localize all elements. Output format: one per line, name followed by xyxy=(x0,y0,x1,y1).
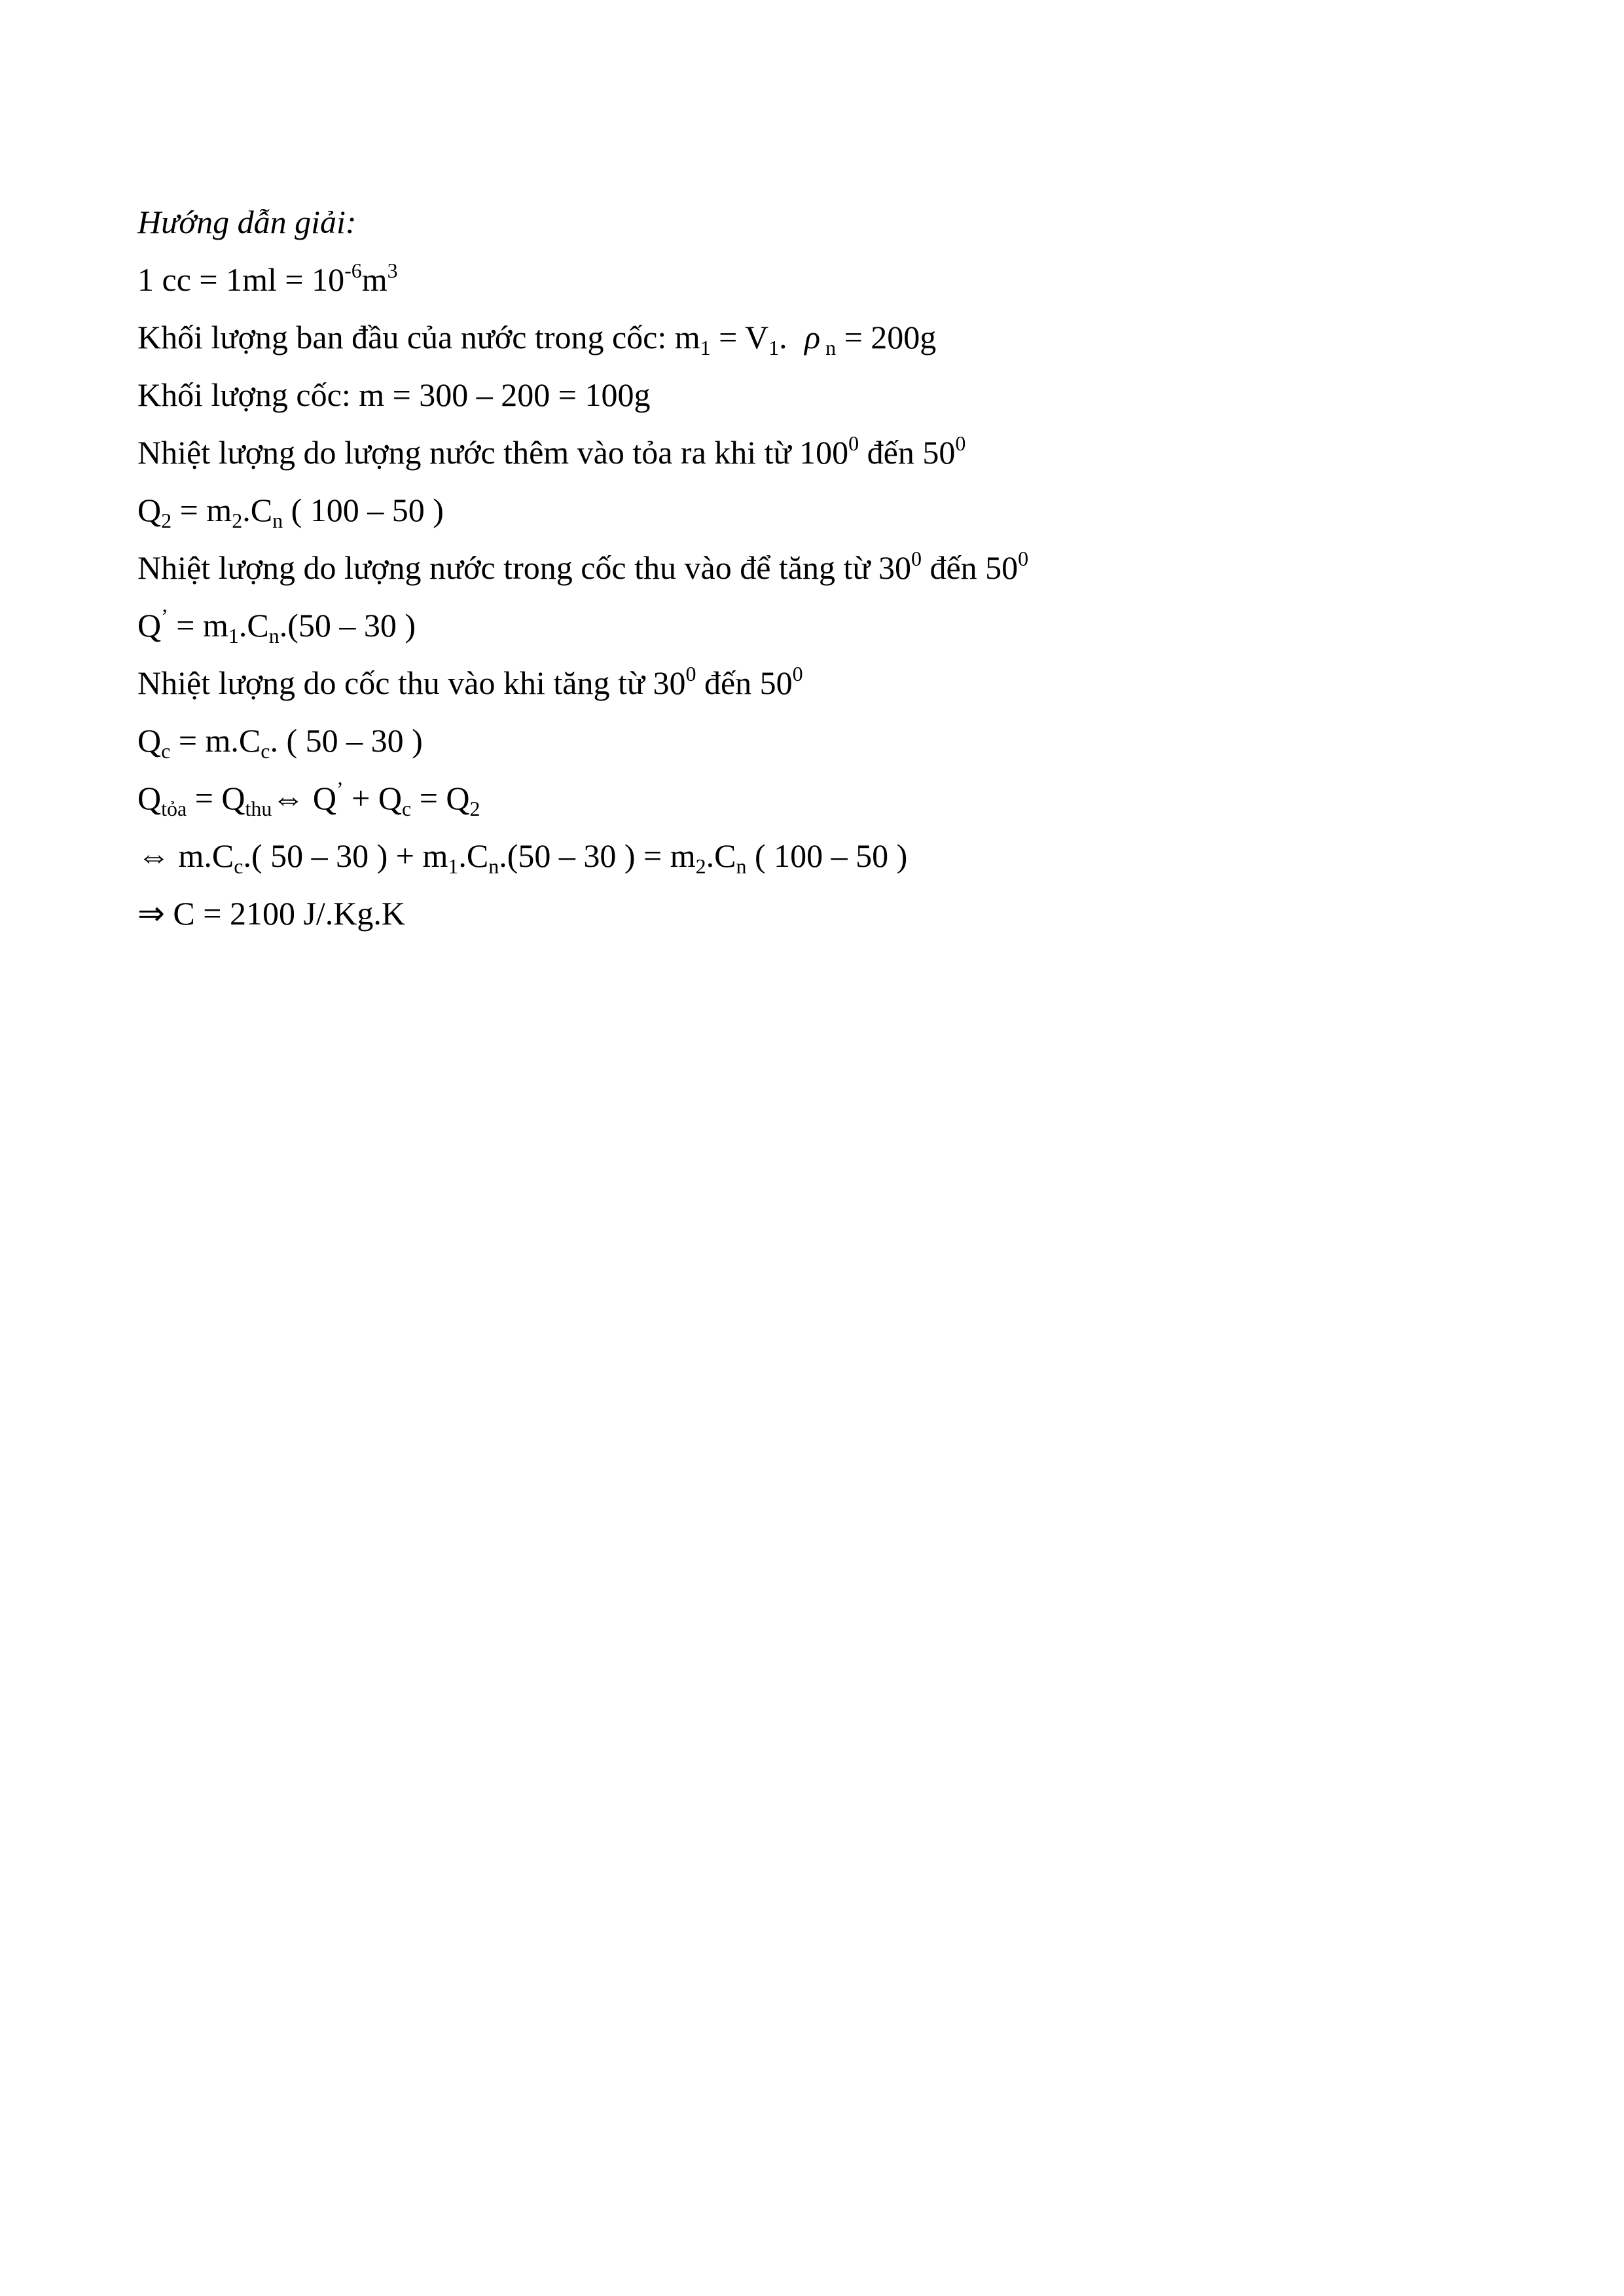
solution-block xyxy=(137,193,1486,942)
text: .(50 – 30 ) xyxy=(279,607,416,644)
subscript: n xyxy=(488,854,499,878)
text: = m.C xyxy=(170,722,261,759)
implies-icon: ⇒ xyxy=(137,895,165,932)
text: Nhiệt lượng do lượng nước trong cốc thu vào để tăng từ 30 xyxy=(137,549,911,586)
heat-absorbed-water-label xyxy=(137,539,1486,596)
prime-mark: ’ xyxy=(336,777,344,801)
superscript: 0 xyxy=(848,431,859,455)
subscript: c xyxy=(261,739,270,763)
subscript: 2 xyxy=(695,854,706,878)
subscript: n xyxy=(820,336,837,359)
subscript: c xyxy=(401,797,412,820)
superscript: 0 xyxy=(1018,547,1029,570)
q2-equation xyxy=(137,481,1486,539)
text: .C xyxy=(242,492,273,528)
water-mass-line xyxy=(137,308,1486,366)
text: + Q xyxy=(343,780,402,816)
qc-equation xyxy=(137,712,1486,769)
text: Q xyxy=(137,722,162,759)
heat-released-label xyxy=(137,424,1486,481)
subscript: 1 xyxy=(700,336,711,359)
text: ( 100 – 50 ) xyxy=(746,837,908,874)
text: .C xyxy=(458,837,489,874)
text: Q xyxy=(137,607,162,644)
text: .C xyxy=(706,837,736,874)
text: ( 100 – 50 ) xyxy=(283,492,444,528)
result-line xyxy=(137,884,1486,942)
subscript: thu xyxy=(245,797,272,820)
text: 1 cc = 1ml = 10 xyxy=(137,261,345,298)
text: C = 2100 J/.Kg.K xyxy=(164,895,406,932)
subscript: 2 xyxy=(161,509,172,532)
text: đến 50 xyxy=(859,434,956,471)
text: = V xyxy=(710,319,769,355)
heat-balance-equation xyxy=(137,769,1486,827)
prime-mark: ’ xyxy=(161,604,168,628)
text: Q xyxy=(304,780,337,816)
text: .( 50 – 30 ) + m xyxy=(243,837,448,874)
superscript: 0 xyxy=(911,547,922,570)
subscript: c xyxy=(161,739,171,763)
solution-heading: Hướng dẫn giải: xyxy=(137,204,357,240)
text: m.C xyxy=(170,837,234,874)
text: = m xyxy=(171,492,232,528)
text: Q xyxy=(137,492,162,528)
equivalence-icon: ⇔ xyxy=(137,837,170,874)
equivalence-icon: ⇔ xyxy=(272,780,305,816)
subscript: 1 xyxy=(228,624,239,647)
superscript: 0 xyxy=(955,431,966,455)
text: Nhiệt lượng do lượng nước thêm vào tỏa ra khi từ 100 xyxy=(137,434,849,471)
expanded-balance-equation xyxy=(137,827,1486,884)
subscript: n xyxy=(268,624,280,647)
text: Nhiệt lượng do cốc thu vào khi tăng từ 30 xyxy=(137,665,686,701)
subscript: n xyxy=(736,854,747,878)
text: = Q xyxy=(411,780,470,816)
rho-symbol: ρ xyxy=(804,319,821,355)
text: . ( 50 – 30 ) xyxy=(270,722,423,759)
text: . xyxy=(779,319,796,355)
subscript: n xyxy=(272,509,283,532)
text: .C xyxy=(238,607,269,644)
unit-conversion-line xyxy=(137,251,1486,308)
subscript: c xyxy=(234,854,244,878)
subscript: 1 xyxy=(768,336,780,359)
exponent: -6 xyxy=(344,259,362,282)
superscript: 0 xyxy=(792,662,803,685)
text: .(50 – 30 ) = m xyxy=(499,837,696,874)
subscript: 2 xyxy=(469,797,480,820)
text: đến 50 xyxy=(696,665,793,701)
q-prime-equation xyxy=(137,596,1486,654)
cup-mass-line: Khối lượng cốc: m = 300 – 200 = 100g xyxy=(137,376,651,413)
text: = m xyxy=(168,607,228,644)
text: Khối lượng ban đầu của nước trong cốc: m xyxy=(137,319,700,355)
text: = 200g xyxy=(836,319,937,355)
subscript: tỏa xyxy=(161,797,187,820)
superscript: 0 xyxy=(685,662,696,685)
text: m xyxy=(361,261,388,298)
text: đến 50 xyxy=(921,549,1019,586)
subscript: 2 xyxy=(232,509,243,532)
heat-absorbed-cup-label xyxy=(137,654,1486,712)
subscript: 1 xyxy=(448,854,459,878)
exponent: 3 xyxy=(387,259,398,282)
text: Q xyxy=(137,780,162,816)
text: = Q xyxy=(187,780,245,816)
